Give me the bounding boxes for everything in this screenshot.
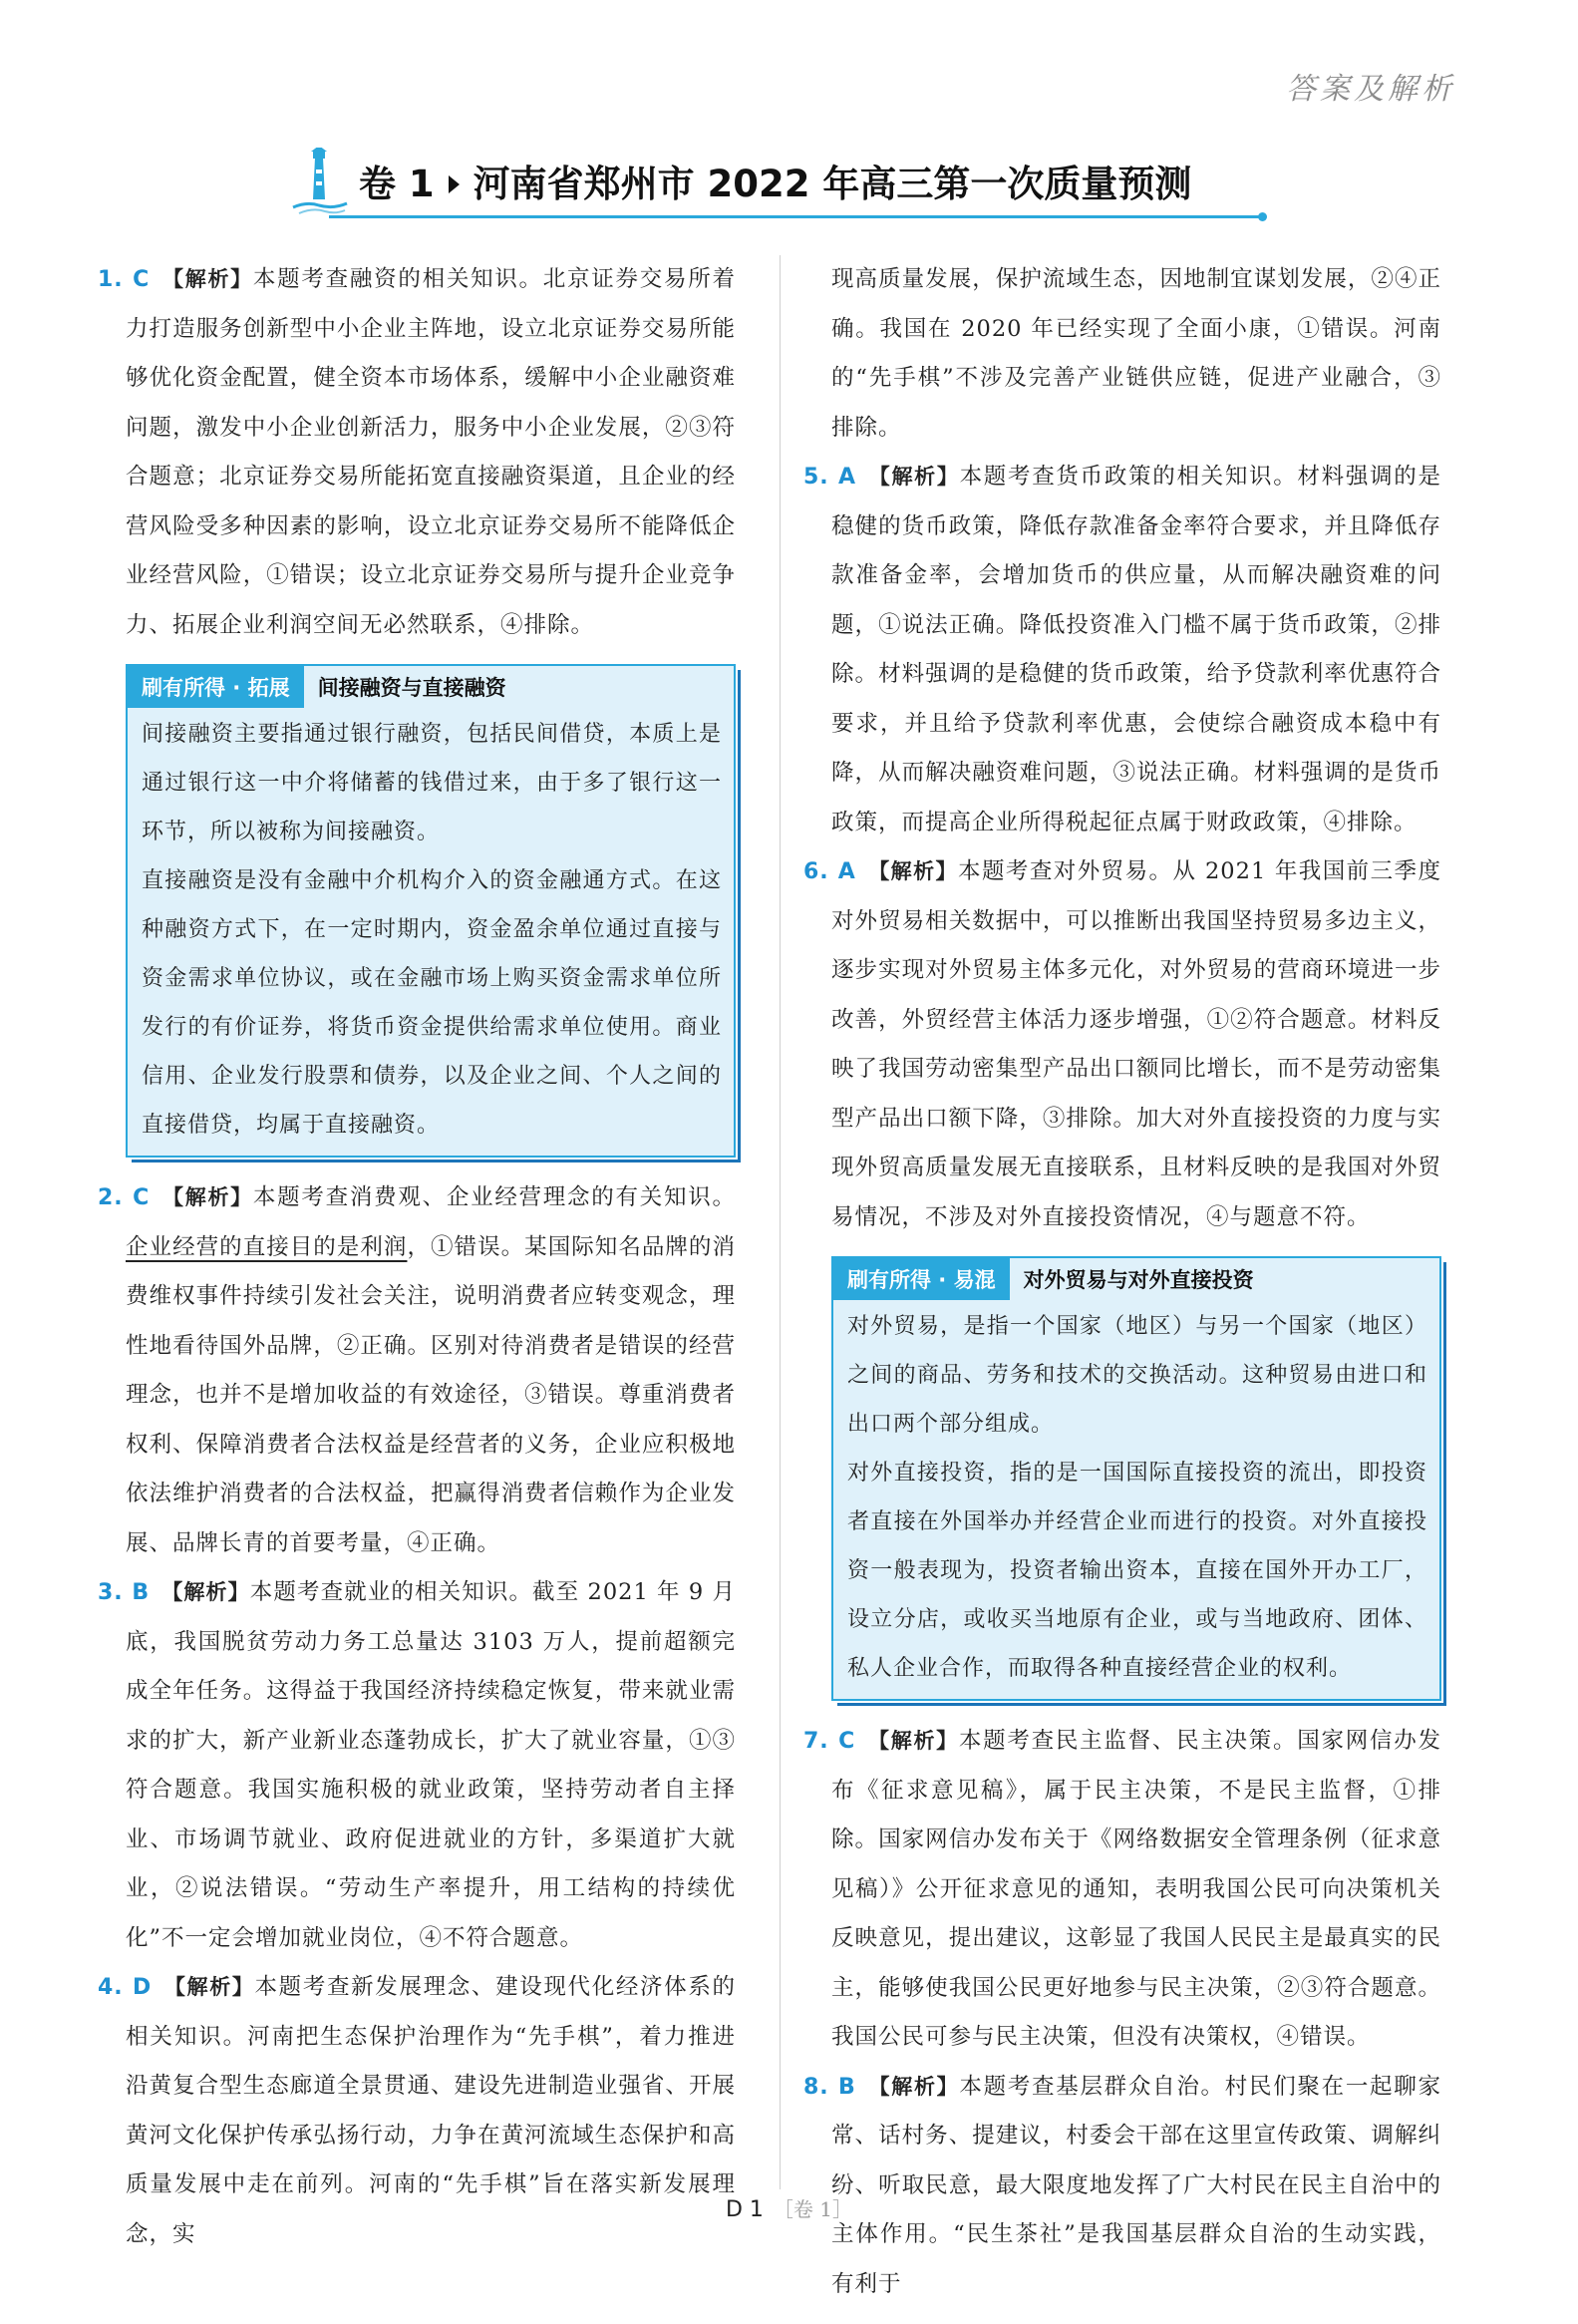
tip-topic: 对外贸易与对外直接投资 (1023, 1268, 1254, 1292)
question-text: 本题考查对外贸易。从 2021 年我国前三季度对外贸易相关数据中，可以推断出我国坚持贸易多边主义，逐步实现对外贸易主体多元化，对外贸易的营商环境进一步改善，外贸经营主体活力逐步增强，①②符合题意。材料反映了我国劳动密集型产品出口额同比增长，而不是劳动密集型产品出口额下降，③排除。加大对外直接投资的力度与实现外贸高质量发展无直接联系，且材料反映的是我国对外贸易情况，不涉及对外直接投资情况，④与题意不符。 (831, 858, 1441, 1230)
tip-paragraph: 对外贸易，是指一个国家（地区）与另一个国家（地区）之间的商品、劳务和技术的交换活动。这种贸易由进口和出口两个部分组成。 (847, 1314, 1427, 1437)
question-3 (98, 1568, 736, 1963)
question-5 (803, 453, 1441, 847)
question-text: 本题考查新发展理念、建设现代化经济体系的相关知识。河南把生态保护治理作为“先手棋”，着力推进沿黄复合型生态廊道全景贯通、建设先进制造业强省、开展黄河文化保护传承弘扬行动，力争在黄河流域生态保护和高质量发展中走在前列。河南的“先手棋”旨在落实新发展理念，实 (126, 1974, 736, 2247)
left-column (98, 255, 736, 2259)
tip-box-trade (831, 1256, 1441, 1701)
column-divider (780, 255, 781, 2189)
analysis-tag: 【解析】 (867, 859, 958, 883)
question-number: 6. A (803, 859, 856, 884)
question-6 (803, 847, 1441, 1242)
analysis-tag: 【解析】 (161, 1185, 253, 1209)
question-text: ，①错误。某国际知名品牌的消费维权事件持续引发社会关注，说明消费者应转变观念，理性地看待国外品牌，②正确。区别对待消费者是错误的经营理念，也并不是增加收益的有效途径，③错误。尊重消费者权利、保障消费者合法权益是经营者的义务，企业应积极地依法维护消费者的合法权益，把赢得消费者信赖作为企业发展、品牌长青的首要考量，④正确。 (126, 1233, 736, 1556)
page-title (289, 148, 1286, 227)
tip-paragraph: 对外直接投资，指的是一国国际直接投资的流出，即投资者直接在外国举办并经营企业而进行的投资。对外直接投资一般表现为，投资者输出资本，直接在国外开办工厂，设立分店，或收买当地原有企业，或与当地政府、团体、私人企业合作，而取得各种直接经营企业的权利。 (847, 1461, 1427, 1681)
question-text: 本题考查民主监督、民主决策。国家网信办发布《征求意见稿》，属于民主决策，不是民主监督，①排除。国家网信办发布关于《网络数据安全管理条例（征求意见稿）》公开征求意见的通知，表明我国公民可向决策机关反映意见，提出建议，这彰显了我国人民民主是最真实的民主，能够使我国公民更好地参与民主决策，②③符合题意。我国公民可参与民主决策，但没有决策权，④错误。 (831, 1728, 1441, 2050)
question-7 (803, 1717, 1441, 2063)
analysis-tag: 【解析】 (161, 1580, 250, 1604)
question-8 (803, 2063, 1441, 2310)
question-text: 本题考查基层群众自治。村民们聚在一起聊家常、话村务、提建议，村委会干部在这里宣传政策、调解纠纷、听取民意，最大限度地发挥了广大村民在民主自治中的主体作用。“民生茶社”是我国基层群众自治的生动实践，有利于 (831, 2073, 1441, 2297)
title-underline (329, 215, 1261, 218)
question-number: 7. C (803, 1729, 856, 1754)
question-text: 本题考查就业的相关知识。截至 2021 年 9 月底，我国脱贫劳动力务工总量达 3103 万人，提前超额完成全年任务。这得益于我国经济持续稳定恢复，带来就业需求的扩大，新产业新业态蓬勃成长，扩大了就业容量，①③符合题意。我国实施积极的就业政策，坚持劳动者自主择业、市场调节就业、政府促进就业的方针，多渠道扩大就业，②说法错误。“劳动生产率提升，用工结构的持续优化”不一定会增加就业岗位，④不符合题意。 (126, 1579, 737, 1951)
triangle-icon (449, 175, 460, 193)
question-text: 本题考查货币政策的相关知识。材料强调的是稳健的货币政策，降低存款准备金率符合要求，并且降低存款准备金率，会增加货币的供应量，从而解决融资难的问题，①说法正确。降低投资准入门槛不属于货币政策，②排除。材料强调的是稳健的货币政策，给予贷款利率优惠符合要求，并且给予贷款利率优惠，会使综合融资成本稳中有降，从而解决融资难问题，③说法正确。材料强调的是货币政策，而提高企业所得税起征点属于财政政策，④排除。 (831, 464, 1441, 835)
analysis-tag: 【解析】 (868, 465, 960, 489)
header-label: 答案及解析 (1286, 72, 1455, 107)
tip-box-financing (126, 664, 736, 1158)
analysis-tag: 【解析】 (867, 1729, 959, 1753)
tip-topic: 间接融资与直接融资 (317, 676, 506, 700)
question-number: 8. B (803, 2074, 856, 2100)
question-1 (98, 255, 736, 650)
volume-marker: ［卷 1］ (773, 2197, 853, 2221)
right-column (803, 255, 1441, 2309)
question-text: 本题考查消费观、企业经营理念的有关知识。 (252, 1184, 736, 1210)
underlined-text: 企业经营的直接目的是利润 (126, 1233, 408, 1260)
question-text: 现高质量发展，保护流域生态，因地制宜谋划发展，②④正确。我国在 2020 年已经实现了全面小康，①错误。河南的“先手棋”不涉及完善产业链供应链，促进产业融合，③排除。 (831, 266, 1441, 441)
analysis-tag: 【解析】 (161, 267, 253, 291)
tip-badge: 刷有所得 · 拓展 (128, 666, 304, 708)
exam-name: 河南省郑州市 2022 年高三第一次质量预测 (473, 163, 1192, 205)
question-number: 4. D (98, 1975, 153, 2000)
question-number: 3. B (98, 1580, 151, 1605)
tip-badge: 刷有所得 · 易混 (833, 1258, 1010, 1300)
analysis-tag: 【解析】 (867, 2074, 960, 2099)
page-footer (0, 2193, 1578, 2222)
question-number: 1. C (98, 267, 151, 292)
question-number: 2. C (98, 1185, 151, 1210)
page-number: D 1 (725, 2197, 764, 2222)
title-dot (1258, 212, 1267, 221)
analysis-tag: 【解析】 (163, 1975, 255, 1999)
lighthouse-icon (289, 148, 349, 217)
question-4-continued (803, 255, 1441, 453)
question-number: 5. A (803, 465, 857, 490)
question-text: 本题考查融资的相关知识。北京证券交易所着力打造服务创新型中小企业主阵地，设立北京证券交易所能够优化资金配置，健全资本市场体系，缓解中小企业融资难问题，激发中小企业创新活力，服务中小企业发展，②③符合题意；北京证券交易所能拓宽直接融资渠道，且企业的经营风险受多种因素的影响，设立北京证券交易所不能降低企业经营风险，①错误；设立北京证券交易所与提升企业竞争力、拓展企业利润空间无必然联系，④排除。 (126, 266, 736, 638)
question-2 (98, 1173, 736, 1568)
volume-label: 卷 1 (359, 163, 435, 205)
tip-paragraph: 直接融资是没有金融中介机构介入的资金融通方式。在这种融资方式下，在一定时期内，资金盈余单位通过直接与资金需求单位协议，或在金融市场上购买资金需求单位所发行的有价证券，将货币资金提供给需求单位使用。商业信用、企业发行股票和债券，以及企业之间、个人之间的直接借贷，均属于直接融资。 (142, 868, 722, 1138)
tip-paragraph: 间接融资主要指通过银行融资，包括民间借贷，本质上是通过银行这一中介将储蓄的钱借过来，由于多了银行这一环节，所以被称为间接融资。 (142, 722, 722, 844)
